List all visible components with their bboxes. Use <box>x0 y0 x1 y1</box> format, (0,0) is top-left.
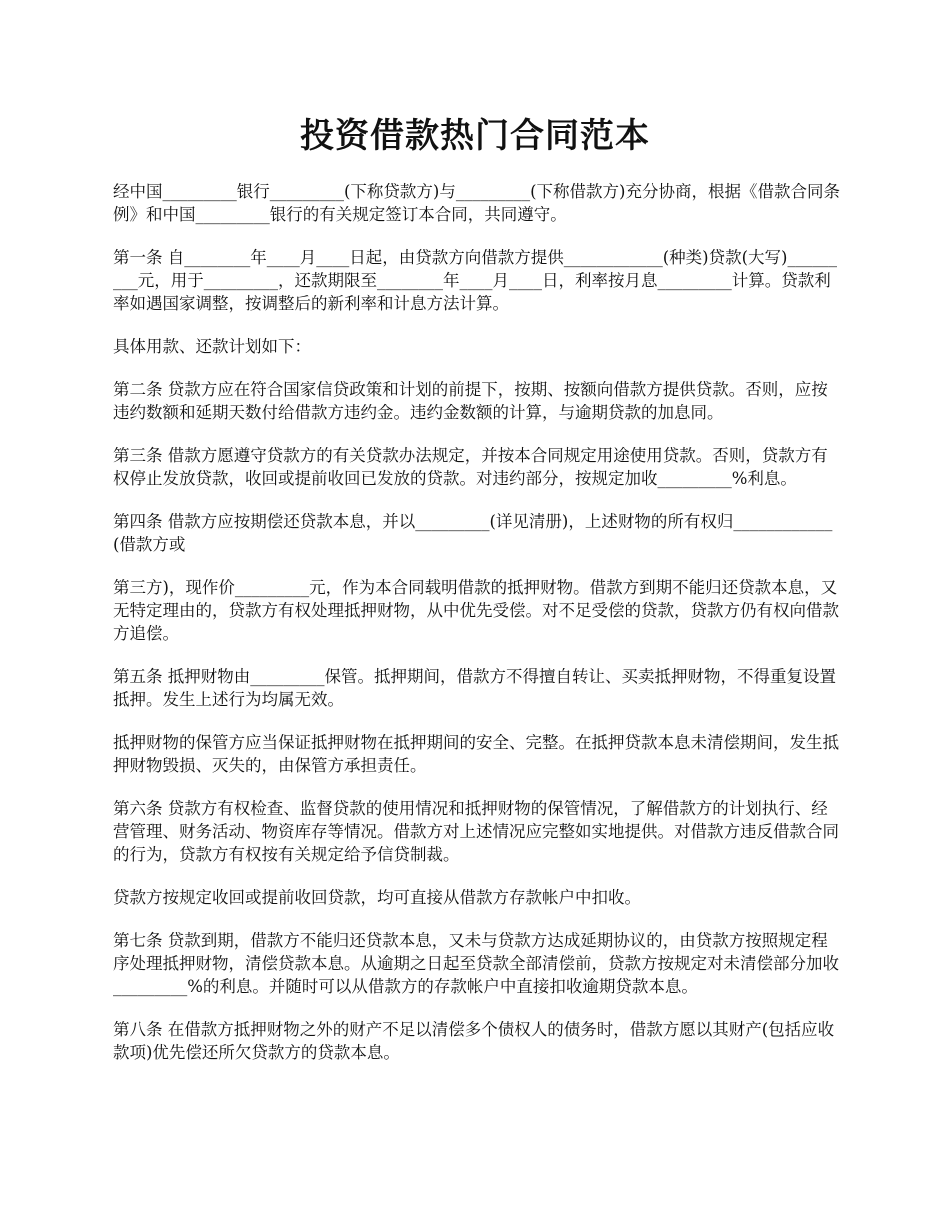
paragraph-article-4-cont: 第三方)，现作价_________元，作为本合同载明借款的抵押财物。借款方到期不能归还贷款本息，又无特定理由的，贷款方有权处理抵押财物，从中优先受偿。对不足受偿的贷款，贷款方仍有权向借款方追偿。 <box>113 578 839 643</box>
paragraph-article-6-cont: 贷款方按规定收回或提前收回贷款，均可直接从借款方存款帐户中扣收。 <box>113 888 641 907</box>
paragraph-article-2: 第二条 贷款方应在符合国家信贷政策和计划的前提下，按期、按额向借款方提供贷款。否则，应按违约数额和延期天数付给借款方违约金。违约金数额的计算，与逾期贷款的加息同。 <box>113 380 828 422</box>
paragraph-plan: 具体用款、还款计划如下： <box>113 337 311 356</box>
paragraph-article-5-cont: 抵押财物的保管方应当保证抵押财物在抵押期间的安全、完整。在抵押贷款本息未清偿期间，发生抵押财物毁损、灭失的，由保管方承担责任。 <box>113 733 839 775</box>
paragraph-article-6: 第六条 贷款方有权检查、监督贷款的使用情况和抵押财物的保管情况，了解借款方的计划执行、经营管理、财务活动、物资库存等情况。借款方对上述情况应完整如实地提供。对借款方违反借款合同的行为，贷款方有权按有关规定给予信贷制裁。 <box>113 799 839 864</box>
document-body <box>113 180 843 1084</box>
paragraph-article-8: 第八条 在借款方抵押财物之外的财产不足以清偿多个债权人的债务时，借款方愿以其财产(包括应收款项)优先偿还所欠贷款方的贷款本息。 <box>113 1020 835 1062</box>
paragraph-article-1: 第一条 自________年____月____日起，由贷款方向借款方提供____________(种类)贷款(大写)_________元，用于_________，还款期限至________年____月____日，利率按月息_________计算。贷款利率如遇国家调整，按调整后的新利率和计息方法计算。 <box>113 248 837 313</box>
paragraph-article-7: 第七条 贷款到期，借款方不能归还贷款本息，又未与贷款方达成延期协议的，由贷款方按照规定程序处理抵押财物，清偿贷款本息。从逾期之日起至贷款全部清偿前，贷款方按规定对未清偿部分加收_________%的利息。并随时可以从借款方的存款帐户中直接扣收逾期贷款本息。 <box>113 931 839 996</box>
paragraph-article-5: 第五条 抵押财物由_________保管。抵押期间，借款方不得擅自转让、买卖抵押财物，不得重复设置抵押。发生上述行为均属无效。 <box>113 667 836 709</box>
paragraph-article-4: 第四条 借款方应按期偿还贷款本息，并以_________(详见清册)，上述财物的所有权归____________(借款方或 <box>113 512 833 554</box>
paragraph-intro: 经中国_________银行_________(下称贷款方)与_________(下称借款方)充分协商，根据《借款合同条例》和中国_________银行的有关规定签订本合同，共同遵守。 <box>113 182 840 224</box>
document-title: 投资借款热门合同范本 <box>300 116 650 156</box>
paragraph-article-3: 第三条 借款方愿遵守贷款方的有关贷款办法规定，并按本合同规定用途使用贷款。否则，贷款方有权停止发放贷款，收回或提前收回已发放的贷款。对违约部分，按规定加收_________%利息。 <box>113 446 828 488</box>
